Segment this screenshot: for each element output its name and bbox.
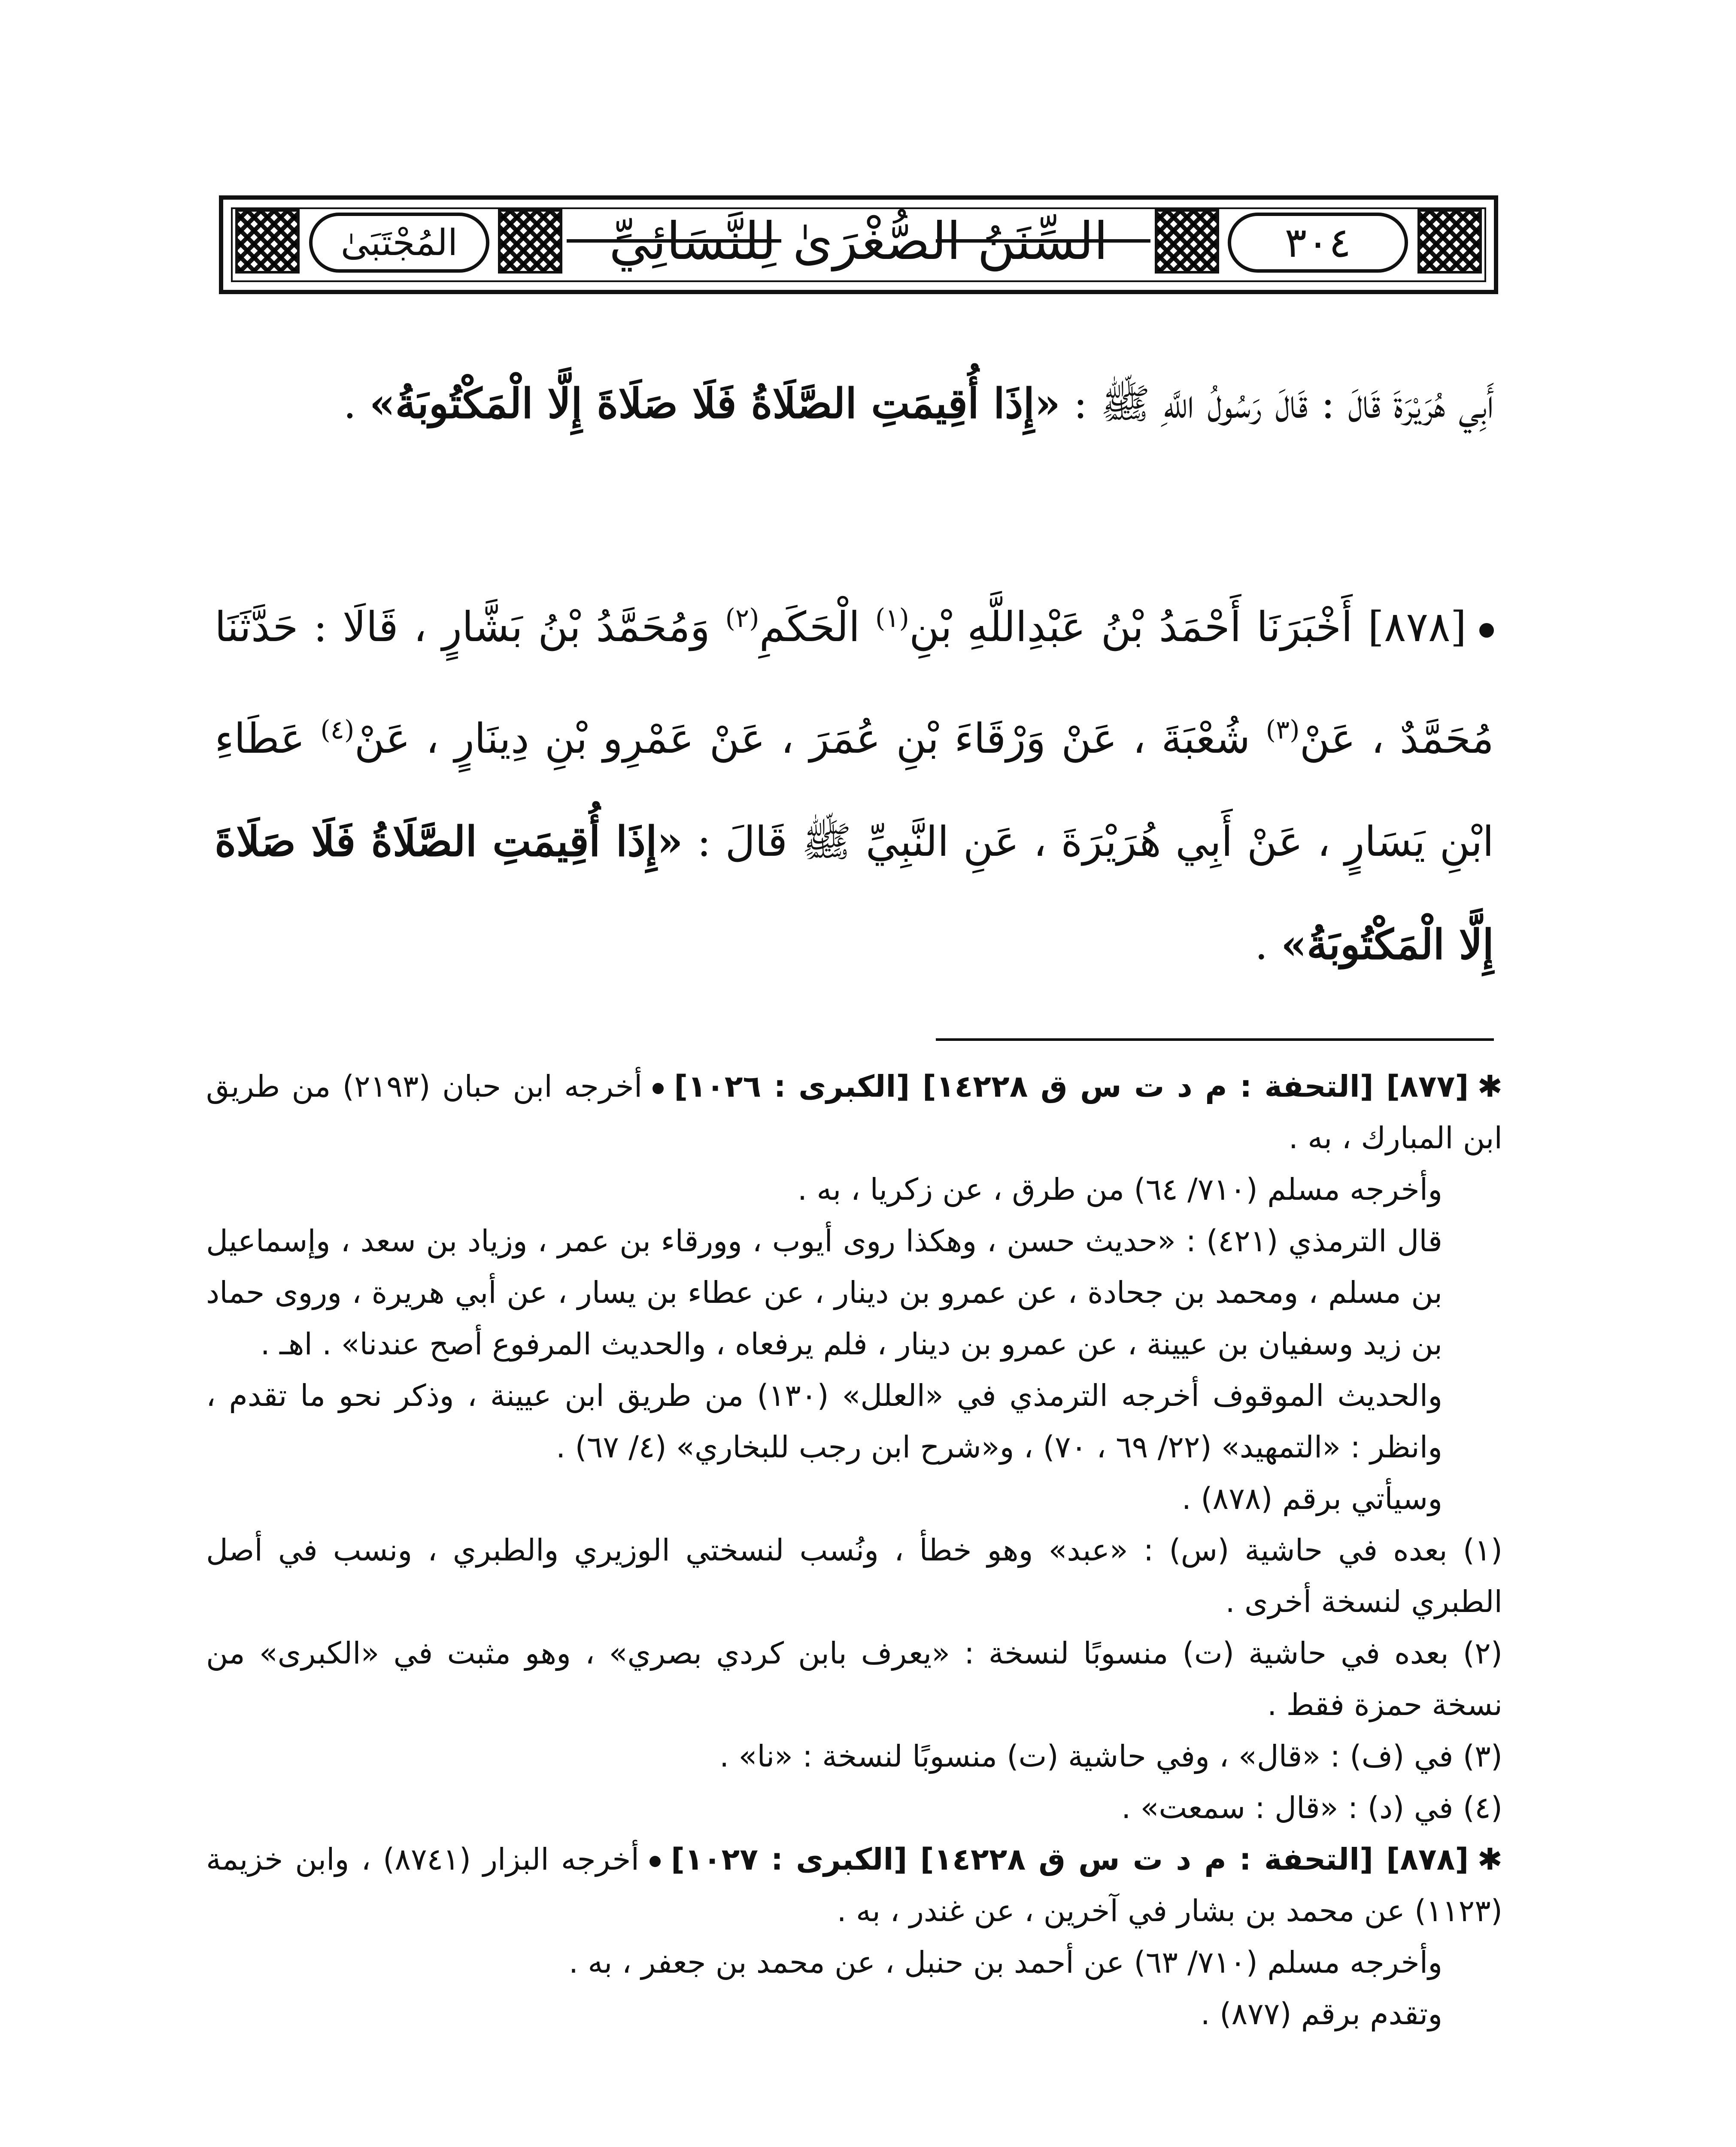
main-text-para2 bbox=[215, 567, 1494, 996]
note-877-line: وأخرجه مسلم (٧١٠/ ٦٤) من طرق ، عن زكريا ، به . bbox=[797, 1172, 1442, 1207]
note-877-line: والحديث الموقوف أخرجه الترمذي في «العلل» (١٣٠) من طريق ابن عيينة ، وذكر نحو ما تقدم ، وانظر : «التمهيد» (٢٢/ ٦٩ ، ٧٠) ، و«شرح ابن رجب للبخاري» (٤/ ٦٧) . bbox=[206, 1378, 1442, 1465]
note-877-line: قال الترمذي (٤٢١) : «حديث حسن ، وهكذا روى أيوب ، وورقاء بن عمر ، وزياد بن سعد ، وإسماعيل بن مسلم ، ومحمد بن جحادة ، عن عمرو بن دينار ، عن عطاء بن يسار ، عن أبي هريرة ، وروى حماد بن زيد وسفيان بن عيينة ، عن عمرو بن دينار ، فلم يرفعاه ، والحديث المرفوع أصح عندنا» . اهـ . bbox=[206, 1223, 1442, 1362]
para1-quote: «إِذَا أُقِيمَتِ الصَّلَاةُ فَلَا صَلَاةَ إِلَّا الْمَكْتُوبَةُ» bbox=[369, 379, 1061, 428]
note-877 bbox=[206, 1061, 1502, 1164]
book-name-medallion: المُجْتَبَىٰ bbox=[309, 213, 489, 273]
footnote-4: (٤) في (د) : «قال : سمعت» . bbox=[1121, 1790, 1502, 1825]
note-877-ref: [٨٧٧] [التحفة : م د ت س ق ١٤٢٢٨] [الكبرى : ١٠٢٦] bbox=[674, 1069, 1469, 1104]
para2-text-a: [٨٧٨] أَخْبَرَنَا أَحْمَدُ بْنُ عَبْدِاللَّهِ بْنِ bbox=[909, 603, 1467, 651]
note-878-line: وتقدم برقم (٨٧٧) . bbox=[1200, 1996, 1442, 2031]
note-878-body: أخرجه البزار (٨٧٤١) ، وابن خزيمة (١١٢٣) عن محمد بن بشار في آخرين ، عن غندر ، به . bbox=[206, 1842, 1502, 1928]
page-title: السِّنَنُ الصُّغْرَىٰ لِلنَّسَائِيِّ bbox=[609, 212, 1108, 271]
page-number: ٣٠٤ bbox=[1228, 213, 1408, 273]
footnote-2: (٢) بعده في حاشية (ت) منسوبًا لنسخة : «يعرف بابن كردي بصري» ، وهو مثبت في «الكبرى» من نسخة حمزة فقط . bbox=[206, 1636, 1502, 1722]
para1-end: . bbox=[343, 380, 370, 428]
note-878 bbox=[206, 1834, 1502, 1937]
note-877-body: أخرجه ابن حبان (٢١٩٣) من طريق ابن المبارك ، به . bbox=[206, 1069, 1502, 1156]
footnote-1: (١) بعده في حاشية (س) : «عبد» وهو خطأ ، ونُسب لنسختي الوزيري والطبري ، ونسب في أصل الطبري لنسخة أخرى . bbox=[206, 1533, 1502, 1619]
para2-text-b: الْحَكَمِ bbox=[759, 603, 875, 651]
note-878-ref: [٨٧٨] [التحفة : م د ت س ق ١٤٢٢٨] [الكبرى : ١٠٢٧] bbox=[671, 1842, 1469, 1877]
para2-text-c: وَمُحَمَّدُ بْنُ بَشَّارٍ ، قَالَا : حَدَّثَنَا مُحَمَّدٌ ، عَنْ bbox=[215, 603, 1494, 763]
bullet-icon bbox=[649, 1856, 661, 1867]
footnote-ref-2: (٢) bbox=[725, 603, 759, 633]
star-icon: ✱ bbox=[1477, 1069, 1502, 1104]
footnote-ref-3: (٣) bbox=[1266, 715, 1300, 745]
page-header-frame bbox=[219, 195, 1498, 294]
footnote-separator bbox=[936, 1038, 1494, 1041]
bullet-icon bbox=[653, 1083, 664, 1094]
main-text-para1 bbox=[215, 352, 1494, 455]
star-icon: ✱ bbox=[1477, 1842, 1502, 1877]
note-878-line: وأخرجه مسلم (٧١٠/ ٦٣) عن أحمد بن حنبل ، عن محمد بن جعفر ، به . bbox=[568, 1945, 1442, 1980]
footnote-ref-1: (١) bbox=[875, 603, 909, 633]
footnotes bbox=[206, 1061, 1502, 2040]
para2-text-e: عَطَاءِ ابْنِ يَسَارٍ ، عَنْ أَبِي هُرَيْرَةَ ، عَنِ النَّبِيِّ ﷺ قَالَ : bbox=[215, 715, 1494, 866]
para1-text: أَبِي هُرَيْرَةَ قَالَ : قَالَ رَسُولُ اللَّهِ ﷺ : bbox=[1060, 380, 1494, 428]
para2-end: . bbox=[1254, 921, 1281, 969]
note-877-line: وسيأتي برقم (٨٧٨) . bbox=[1181, 1481, 1442, 1516]
para2-quote: «إِذَا أُقِيمَتِ الصَّلَاةُ فَلَا صَلَاةَ إِلَّا الْمَكْتُوبَةُ» bbox=[215, 817, 1494, 969]
para2-text-d: شُعْبَةَ ، عَنْ وَرْقَاءَ بْنِ عُمَرَ ، عَنْ عَمْرِو بْنِ دِينَارٍ ، عَنْ bbox=[354, 715, 1266, 763]
footnote-ref-4: (٤) bbox=[320, 715, 355, 745]
footnote-3: (٣) في (ف) : «قال» ، وفي حاشية (ت) منسوبًا لنسخة : «نا» . bbox=[719, 1739, 1502, 1774]
bullet-icon bbox=[1479, 623, 1494, 638]
